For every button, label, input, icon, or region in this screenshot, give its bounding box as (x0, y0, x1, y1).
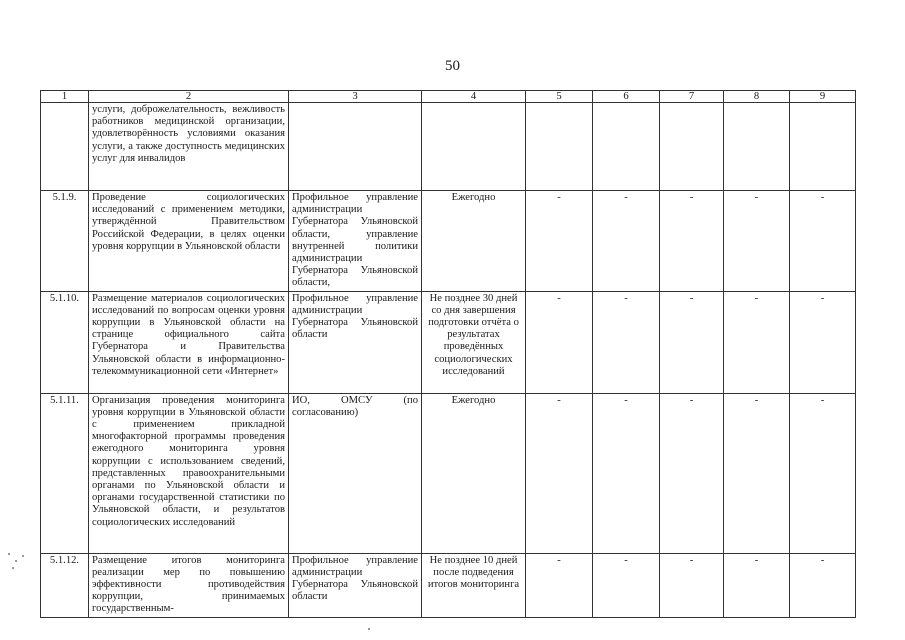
column-header: 1 (41, 91, 89, 103)
measure-description: Проведение социологических исследований с применением методики, утверждённой Правительством Российской Федерации, в целях оценки уровня коррупции в Ульяновской области (89, 191, 289, 292)
item-number: 5.1.11. (41, 393, 89, 553)
value-cell: - (724, 191, 790, 292)
value-cell: - (660, 191, 724, 292)
value-cell: - (593, 291, 660, 393)
deadline: Не позднее 30 дней со дня завершения подготовки отчёта о результатах проведённых социологических исследований (422, 291, 526, 393)
header-row (41, 91, 856, 103)
table-row (41, 291, 856, 393)
responsible-party (289, 103, 422, 191)
value-cell: - (593, 191, 660, 292)
measure-description: Размещение итогов мониторинга реализации мер по повышению эффективности противодействия коррупции, принимаемых государственным- (89, 553, 289, 617)
item-number: 5.1.9. (41, 191, 89, 292)
value-cell: - (526, 191, 593, 292)
value-cell: - (526, 393, 593, 553)
column-header: 3 (289, 91, 422, 103)
value-cell: - (724, 553, 790, 617)
measure-description: Организация проведения мониторинга уровня коррупции в Ульяновской области с применением прикладной многофакторной программы проведения ежегодного мониторинга уровня коррупции с использованием сведений, представленных правоохранительными органами по Ульяновской области и органами государственной статистики по Ульяновской области, и результатов социологических исследований (89, 393, 289, 553)
responsible-party: Профильное управление администрации Губернатора Ульяновской области (289, 291, 422, 393)
value-cell: - (790, 191, 856, 292)
deadline: Ежегодно (422, 191, 526, 292)
value-cell: - (526, 553, 593, 617)
responsible-party: Профильное управление администрации Губернатора Ульяновской области (289, 553, 422, 617)
value-cell: - (724, 291, 790, 393)
column-header: 5 (526, 91, 593, 103)
column-header: 6 (593, 91, 660, 103)
measure-description: Размещение материалов социологических исследований по вопросам оценки уровня коррупции в Ульяновской области на странице официального сайта Губернатора и Правительства Ульяновской области в информационно-телекоммуникационной сети «Интернет» (89, 291, 289, 393)
value-cell: - (660, 553, 724, 617)
deadline: Не позднее 10 дней после подведения итогов мониторинга (422, 553, 526, 617)
item-number (41, 103, 89, 191)
value-cell (526, 103, 593, 191)
value-cell (790, 103, 856, 191)
measure-description: услуги, доброжелательность, вежливость работников медицинской организации, удовлетворённость условиями оказания услуги, а также доступность медицинских услуг для инвалидов (89, 103, 289, 191)
column-header: 7 (660, 91, 724, 103)
responsible-party: Профильное управление администрации Губернатора Ульяновской области, управление внутренней политики администрации Губернатора Ульяновской области, (289, 191, 422, 292)
deadline (422, 103, 526, 191)
table-row (41, 191, 856, 292)
scan-speck (12, 567, 14, 569)
value-cell: - (660, 291, 724, 393)
table-row (41, 103, 856, 191)
value-cell: - (790, 393, 856, 553)
scan-speck (15, 560, 17, 562)
value-cell: - (593, 553, 660, 617)
scan-speck (368, 628, 370, 630)
page-number: 50 (445, 58, 460, 74)
scan-speck (8, 553, 10, 555)
column-header: 8 (724, 91, 790, 103)
table-row (41, 553, 856, 617)
value-cell (660, 103, 724, 191)
value-cell: - (790, 553, 856, 617)
item-number: 5.1.10. (41, 291, 89, 393)
value-cell: - (526, 291, 593, 393)
column-header: 4 (422, 91, 526, 103)
column-header: 2 (89, 91, 289, 103)
value-cell (724, 103, 790, 191)
deadline: Ежегодно (422, 393, 526, 553)
item-number: 5.1.12. (41, 553, 89, 617)
value-cell: - (790, 291, 856, 393)
column-header: 9 (790, 91, 856, 103)
scan-speck (22, 555, 24, 557)
measures-table (40, 90, 856, 618)
responsible-party: ИО, ОМСУ (по согласованию) (289, 393, 422, 553)
value-cell (593, 103, 660, 191)
table-row (41, 393, 856, 553)
value-cell: - (593, 393, 660, 553)
value-cell: - (724, 393, 790, 553)
value-cell: - (660, 393, 724, 553)
